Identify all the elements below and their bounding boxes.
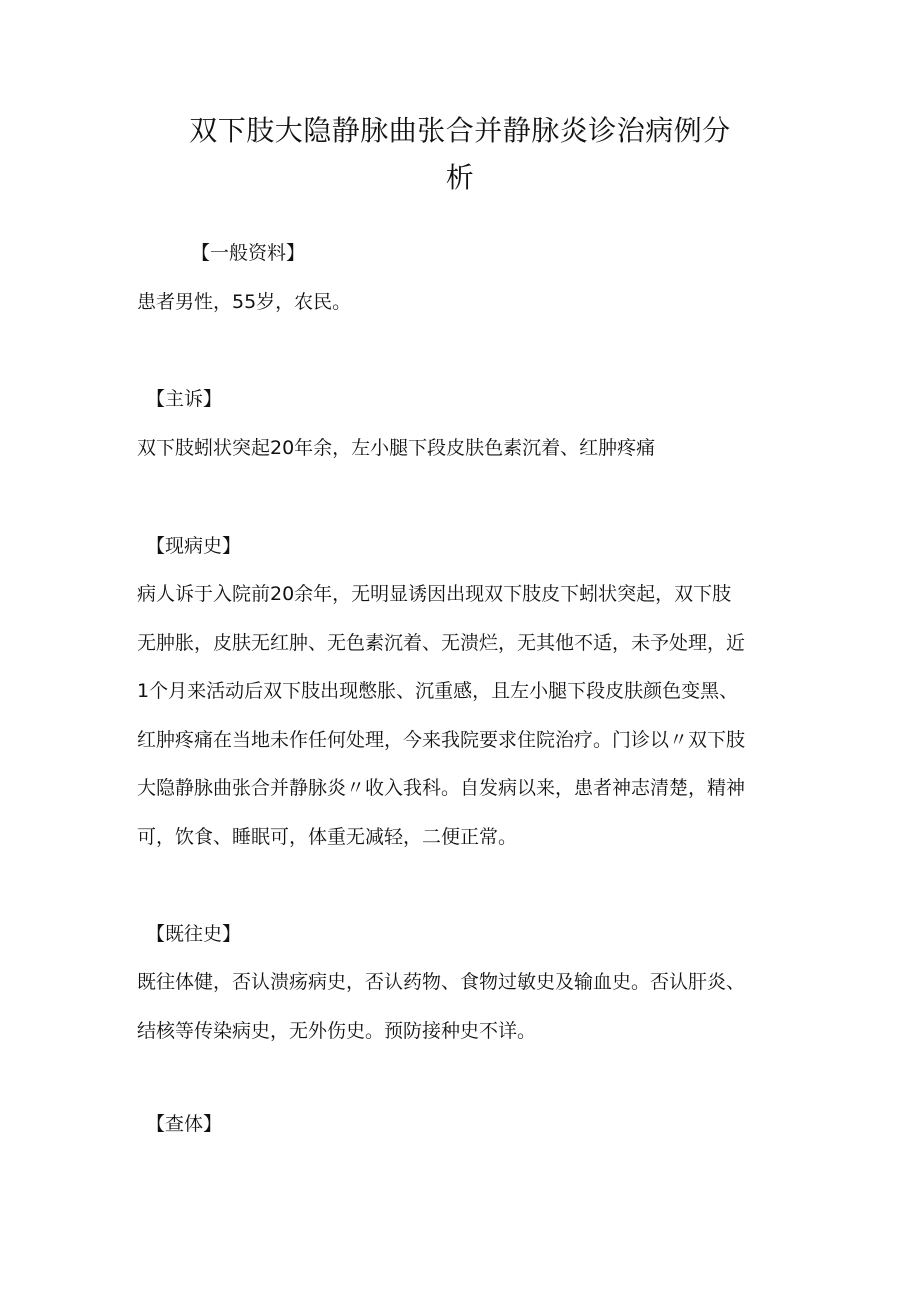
present-history-line-4: 红肿疼痛在当地未作任何处理，今来我院要求住院治疗。门诊以〃双下肢 xyxy=(137,729,746,751)
section-heading-exam: 【查体】 xyxy=(146,1113,223,1135)
section-heading-present-history: 【现病史】 xyxy=(146,535,242,557)
past-history-line-1: 既往体健，否认溃疡病史，否认药物、食物过敏史及输血史。否认肝炎、 xyxy=(137,971,746,993)
section-heading-general: 【一般资料】 xyxy=(191,242,306,264)
present-history-line-3: 1个月来活动后双下肢出现憋胀、沉重感，且左小腿下段皮肤颜色变黑、 xyxy=(137,680,739,702)
present-history-line-2: 无肿胀，皮肤无红肿、无色素沉着、无溃烂，无其他不适，未予处理，近 xyxy=(137,632,746,654)
present-history-line-1: 病人诉于入院前20余年，无明显诱因出现双下肢皮下蚓状突起，双下肢 xyxy=(137,583,732,605)
section-heading-complaint: 【主诉】 xyxy=(146,388,223,410)
complaint-line-1: 双下肢蚓状突起20年余，左小腿下段皮肤色素沉着、红肿疼痛 xyxy=(137,437,656,459)
document-title-line-1: 双下肢大隐静脉曲张合并静脉炎诊治病例分 xyxy=(189,114,731,147)
present-history-line-5: 大隐静脉曲张合并静脉炎〃收入我科。自发病以来，患者神志清楚，精神 xyxy=(137,777,746,799)
section-heading-past-history: 【既往史】 xyxy=(146,923,242,945)
document-title-line-2: 析 xyxy=(445,161,475,194)
past-history-line-2: 结核等传染病史，无外伤史。预防接种史不详。 xyxy=(137,1020,537,1042)
present-history-line-6: 可，饮食、睡眠可，体重无减轻，二便正常。 xyxy=(137,826,518,848)
general-line-1: 患者男性，55岁，农民。 xyxy=(137,291,352,313)
